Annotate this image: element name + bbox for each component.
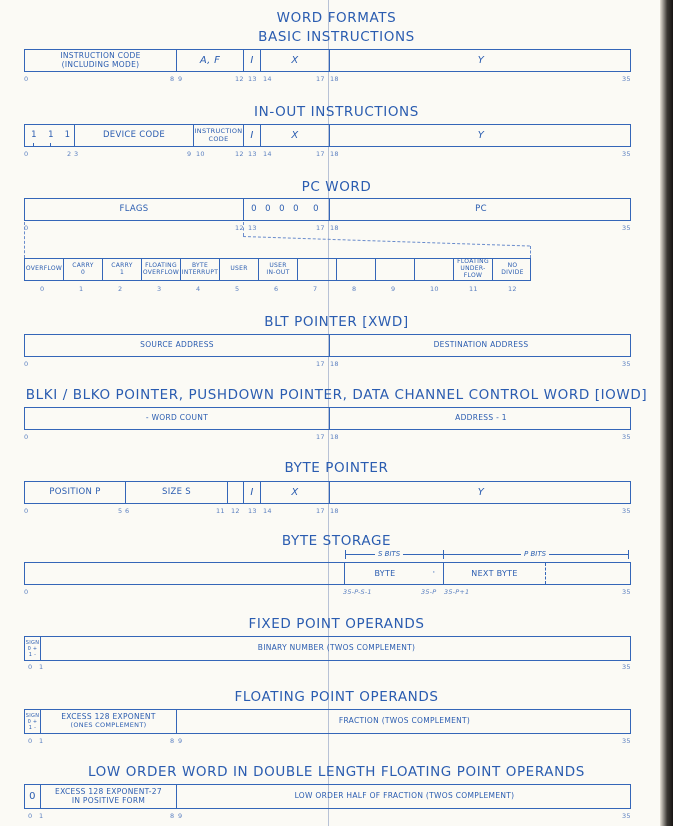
bit-number: 18 bbox=[330, 433, 339, 441]
flag-name-line2: DIVIDE bbox=[501, 268, 524, 276]
flag-bit-number: 3 bbox=[157, 285, 162, 293]
p-bits-label: P BITS bbox=[521, 550, 549, 558]
ones-complement-label: (ONES COMPLEMENT) bbox=[70, 721, 147, 730]
bit-number: 6 bbox=[125, 507, 130, 515]
byte-pointer-title: BYTE POINTER bbox=[284, 460, 389, 476]
bit-number: 0 bbox=[24, 75, 29, 83]
tick bbox=[50, 143, 51, 147]
device-code-field: DEVICE CODE bbox=[75, 125, 194, 146]
flag-name-line2: 0 bbox=[80, 268, 86, 276]
y-field: Y bbox=[477, 129, 485, 141]
sign-field bbox=[25, 637, 41, 660]
flag-cell bbox=[298, 259, 337, 280]
basic-title: BASIC INSTRUCTIONS bbox=[258, 29, 415, 45]
sign-minus: 1 - bbox=[28, 651, 37, 658]
bit-number: 3 bbox=[74, 150, 79, 158]
bit-number: 17 bbox=[316, 360, 325, 368]
bit-number: 9 bbox=[178, 737, 183, 745]
flag-name-line2: INTERRUPT bbox=[181, 268, 219, 276]
flag-bit-number: 9 bbox=[391, 285, 396, 293]
unused-bit bbox=[228, 482, 244, 503]
bit-number: 2 bbox=[67, 150, 72, 158]
bit-number: 1 bbox=[39, 737, 44, 745]
source-address-field: SOURCE ADDRESS bbox=[25, 335, 330, 356]
flag-bit-number: 2 bbox=[118, 285, 123, 293]
bit-number: 17 bbox=[316, 433, 325, 441]
floating-title: FLOATING POINT OPERANDS bbox=[234, 689, 439, 705]
flag-name-line2: FLOW bbox=[463, 271, 483, 279]
flag-bit-number: 11 bbox=[469, 285, 478, 293]
bit-number: 0 bbox=[24, 507, 29, 515]
flag-name-line2: IN-OUT bbox=[266, 268, 290, 276]
bit-number: 12 bbox=[231, 507, 240, 515]
flag-cell bbox=[376, 259, 415, 280]
exponent-field bbox=[41, 785, 177, 808]
byte-pointer-word bbox=[24, 481, 631, 504]
unused-field bbox=[25, 563, 345, 584]
flag-cell bbox=[64, 259, 103, 280]
bit-number: 35 bbox=[622, 812, 631, 820]
bit-number: 8 bbox=[170, 812, 175, 820]
flag-cell bbox=[220, 259, 259, 280]
sign-field bbox=[25, 710, 41, 733]
code-label: CODE bbox=[208, 134, 229, 143]
bit-number: 9 bbox=[178, 75, 183, 83]
flag-name: CARRY bbox=[72, 261, 94, 269]
flag-name: CARRY bbox=[111, 261, 133, 269]
bit-number: 0 bbox=[24, 150, 29, 158]
low-order-word bbox=[24, 784, 631, 809]
bit-number: 18 bbox=[330, 360, 339, 368]
instruction-code-field bbox=[25, 50, 177, 71]
positive-form-label: IN POSITIVE FORM bbox=[71, 795, 146, 805]
flags-expansion bbox=[24, 258, 531, 281]
flag-cell bbox=[181, 259, 220, 280]
flags-field: FLAGS bbox=[25, 199, 244, 220]
bit-number: 35 bbox=[622, 507, 631, 515]
bit-number: 0 bbox=[28, 663, 33, 671]
flag-cell bbox=[25, 259, 64, 280]
page-title: WORD FORMATS bbox=[276, 10, 397, 26]
y-field: Y bbox=[477, 54, 485, 66]
flag-cell bbox=[259, 259, 298, 280]
bit-number: 35 bbox=[622, 588, 631, 596]
pc-field: PC bbox=[475, 203, 487, 214]
flag-name: USER bbox=[269, 261, 287, 269]
zero-bit: 0 bbox=[303, 199, 330, 220]
flag-cell bbox=[493, 259, 532, 280]
bit-number: 9 bbox=[178, 812, 183, 820]
flag-name: USER bbox=[230, 265, 248, 273]
bit-number: 14 bbox=[263, 507, 272, 515]
bit-number: 0 bbox=[24, 433, 29, 441]
low-order-fraction-field: LOW ORDER HALF OF FRACTION (TWOS COMPLEMENT) bbox=[294, 791, 515, 801]
flag-cell bbox=[103, 259, 142, 280]
bit-number: 17 bbox=[316, 150, 325, 158]
pc-title: PC WORD bbox=[301, 179, 372, 195]
blt-word bbox=[24, 334, 631, 357]
fixed-title: FIXED POINT OPERANDS bbox=[248, 616, 425, 632]
flag-cell bbox=[337, 259, 376, 280]
bit-number: 5 bbox=[118, 507, 123, 515]
sign-label: SIGN bbox=[25, 712, 40, 719]
flag-name: BYTE bbox=[191, 261, 209, 269]
byte-storage-title: BYTE STORAGE bbox=[281, 533, 392, 549]
bit-number: 9 bbox=[187, 150, 192, 158]
af-field: A, F bbox=[177, 50, 244, 71]
blki-title: BLKI / BLKO POINTER, PUSHDOWN POINTER, DATA CHANNEL CONTROL WORD [IOWD] bbox=[25, 387, 648, 403]
bit-number: 0 bbox=[24, 360, 29, 368]
bit-number: 18 bbox=[330, 75, 339, 83]
bit-number: 13 bbox=[248, 150, 257, 158]
bit-number: 13 bbox=[248, 75, 257, 83]
byte-field: BYTE bbox=[374, 568, 396, 578]
sign-label: SIGN bbox=[25, 639, 40, 646]
flag-bit-number: 8 bbox=[352, 285, 357, 293]
bit-number: 14 bbox=[263, 75, 272, 83]
bit-number: 35 bbox=[622, 663, 631, 671]
bit-number: 0 bbox=[24, 224, 29, 232]
next-byte-field: NEXT BYTE bbox=[444, 563, 546, 584]
bit-number: 13 bbox=[248, 224, 257, 232]
s-bits-span bbox=[345, 550, 443, 560]
bit-number: 17 bbox=[316, 507, 325, 515]
flag-bit-number: 6 bbox=[274, 285, 279, 293]
zero-bit: 0 bbox=[293, 203, 299, 214]
bit-number: 10 bbox=[196, 150, 205, 158]
zero-bit: 0 bbox=[251, 203, 257, 214]
expansion-line bbox=[243, 236, 530, 247]
x-field: X bbox=[261, 125, 330, 146]
bit-number: 1 bbox=[39, 812, 44, 820]
blki-word bbox=[24, 407, 631, 430]
exponent-label: EXCESS 128 EXPONENT-27 bbox=[55, 786, 162, 796]
size-field: SIZE S bbox=[126, 482, 228, 503]
fixed-word bbox=[24, 636, 631, 661]
zero-bit: 0 bbox=[279, 203, 285, 214]
zero-bit: 0 bbox=[265, 203, 271, 214]
y-field: Y bbox=[477, 486, 485, 498]
bit-number: 11 bbox=[216, 507, 225, 515]
flag-bit-number: 5 bbox=[235, 285, 240, 293]
io-instruction-code-field bbox=[194, 125, 244, 146]
low-order-title: LOW ORDER WORD IN DOUBLE LENGTH FLOATING POINT OPERANDS bbox=[88, 764, 585, 780]
bit-number: 0 bbox=[28, 737, 33, 745]
flag-bit-number: 12 bbox=[508, 285, 517, 293]
tick bbox=[33, 143, 34, 147]
bit-number: 0 bbox=[24, 588, 29, 596]
flag-bit-number: 1 bbox=[79, 285, 84, 293]
bit-number: 35 bbox=[622, 224, 631, 232]
flag-name-line2: OVERFLOW bbox=[142, 268, 180, 276]
bit-number: 35 bbox=[622, 360, 631, 368]
blt-title: BLT POINTER [XWD] bbox=[264, 314, 409, 330]
one-bit: 1 bbox=[48, 129, 54, 140]
expansion-line bbox=[243, 222, 244, 236]
flag-cell bbox=[142, 259, 181, 280]
address-minus-one-field: ADDRESS - 1 bbox=[455, 413, 507, 423]
x-field: X bbox=[261, 482, 330, 503]
x-field: X bbox=[261, 50, 330, 71]
instruction-code-label: INSTRUCTION CODE bbox=[60, 50, 141, 60]
flag-bit-number: 10 bbox=[430, 285, 439, 293]
word-count-field: - WORD COUNT bbox=[25, 408, 330, 429]
sign-plus: 0 + bbox=[27, 718, 38, 725]
position-field: POSITION P bbox=[25, 482, 126, 503]
bit-number: 1 bbox=[39, 663, 44, 671]
expansion-line bbox=[530, 246, 531, 258]
flag-cell bbox=[454, 259, 493, 280]
sign-plus: 0 + bbox=[27, 645, 38, 652]
bit-number: 12 bbox=[235, 224, 244, 232]
including-mode-label: (INCLUDING MODE) bbox=[61, 59, 140, 69]
flag-name-line2: 1 bbox=[119, 268, 125, 276]
bit-number: 35-P+1 bbox=[444, 588, 470, 596]
bit-number: 8 bbox=[170, 737, 175, 745]
flag-name: FLOATING bbox=[145, 261, 177, 269]
p-bits-span bbox=[443, 550, 629, 560]
flag-bit-number: 7 bbox=[313, 285, 318, 293]
inout-word bbox=[24, 124, 631, 147]
flag-name: OVERFLOW bbox=[25, 265, 63, 273]
bit-number: 35 bbox=[622, 75, 631, 83]
byte-dot: · bbox=[425, 563, 444, 584]
bit-number: 35 bbox=[622, 150, 631, 158]
s-bits-label: S BITS bbox=[375, 550, 403, 558]
bit-number: 12 bbox=[235, 75, 244, 83]
sign-minus: 1 - bbox=[28, 724, 37, 731]
one-bit: 1 bbox=[61, 125, 75, 146]
bit-number: 0 bbox=[28, 812, 33, 820]
bit-number: 18 bbox=[330, 507, 339, 515]
one-bit: 1 bbox=[31, 129, 37, 140]
zero-bit-field: 0 bbox=[25, 785, 41, 808]
inout-title: IN-OUT INSTRUCTIONS bbox=[254, 104, 419, 120]
bit-number: 14 bbox=[263, 150, 272, 158]
flag-bit-number: 4 bbox=[196, 285, 201, 293]
exponent-field bbox=[41, 710, 177, 733]
flag-cell bbox=[415, 259, 454, 280]
pc-word bbox=[24, 198, 631, 221]
expansion-line bbox=[24, 222, 25, 258]
flag-name: NO bbox=[507, 261, 518, 269]
bit-number: 35-P-S-1 bbox=[343, 588, 372, 596]
fraction-field: FRACTION (TWOS COMPLEMENT) bbox=[338, 716, 471, 726]
bit-number: 17 bbox=[316, 75, 325, 83]
i-field: I bbox=[244, 125, 261, 146]
bit-number: 13 bbox=[248, 507, 257, 515]
instruction-label: INSTRUCTION bbox=[194, 127, 243, 136]
bit-number: 18 bbox=[330, 150, 339, 158]
i-field: I bbox=[244, 50, 261, 71]
bit-number: 35 bbox=[622, 737, 631, 745]
bit-number: 35 bbox=[622, 433, 631, 441]
flag-bit-number: 0 bbox=[40, 285, 45, 293]
binary-number-field: BINARY NUMBER (TWOS COMPLEMENT) bbox=[257, 643, 416, 653]
flag-name: FLOATING UNDER- bbox=[457, 258, 489, 273]
byte-storage-word bbox=[24, 562, 631, 585]
i-field: I bbox=[244, 482, 261, 503]
bit-number: 18 bbox=[330, 224, 339, 232]
bit-number: 12 bbox=[235, 150, 244, 158]
floating-word bbox=[24, 709, 631, 734]
bit-number: 17 bbox=[316, 224, 325, 232]
destination-address-field: DESTINATION ADDRESS bbox=[433, 340, 529, 350]
bit-number: 35-P bbox=[421, 588, 437, 596]
basic-word bbox=[24, 49, 631, 72]
exponent-label: EXCESS 128 EXPONENT bbox=[61, 712, 156, 722]
bit-number: 8 bbox=[170, 75, 175, 83]
